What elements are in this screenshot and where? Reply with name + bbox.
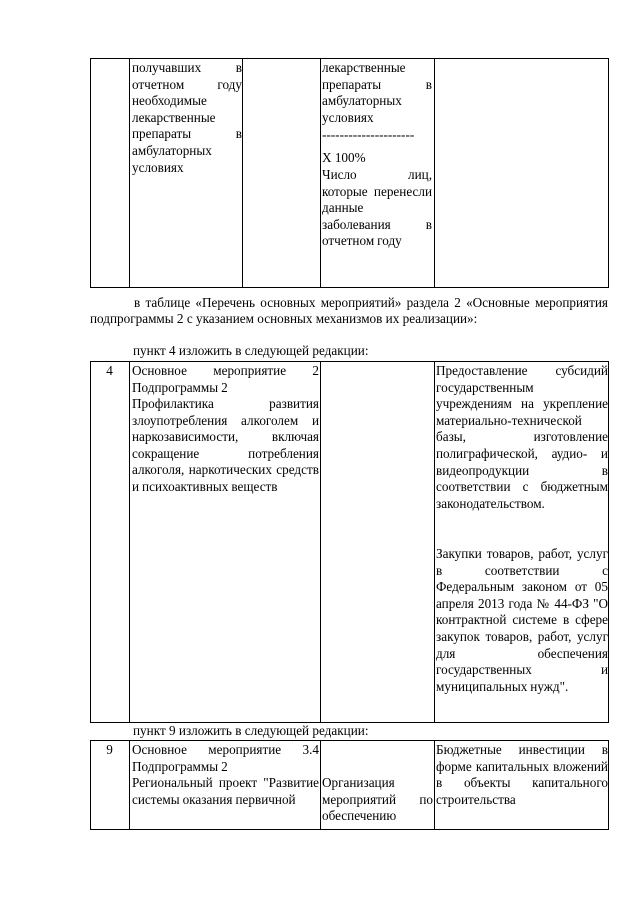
punkt-9-line: пункт 9 изложить в следующей редакции: — [133, 723, 369, 738]
table3-col5-text: Бюджетные инвестиции в форме капитальных вложений в объекты капитального строительства — [436, 742, 608, 807]
table3-col4-text: Организация мероприятий по обеспечению — [322, 775, 433, 824]
table1-col4-bottom: Число лиц, которые перенесли данные заболевания в отчетном году — [322, 167, 432, 249]
table2-row-number: 4 — [106, 363, 113, 378]
intro-paragraph — [90, 295, 608, 328]
table1-col4-top: лекарственные препараты в амбулаторных условиях — [322, 60, 432, 125]
table1-fraction-line: --------------------- — [322, 127, 415, 142]
table2-col2-description: Профилактика развития злоупотребления алкоголем и наркозависимости, включая сокращение потребления алкоголя, наркотических средств и психоактивных веществ — [132, 396, 319, 494]
table3-col2-title: Основное мероприятие 3.4 Подпрограммы 2 — [132, 742, 319, 774]
table2-col2-title: Основное мероприятие 2 Подпрограммы 2 — [132, 363, 319, 395]
table3-col2-project: Региональный проект "Развитие системы оказания первичной — [132, 775, 319, 807]
table1-col4-multiplier: X 100% — [322, 150, 366, 165]
punkt-4-line: пункт 4 изложить в следующей редакции: — [133, 343, 369, 358]
table2-col5-procurement: Закупки товаров, работ, услуг в соответствии с Федеральным законом от 05 апреля 2013 года № 44-ФЗ "О контрактной системе в сфере закупок товаров, работ, услуг для обеспечения государственных и муниципальных нужд". — [436, 546, 608, 694]
table2-col5-subsidies: Предоставление субсидий государственным учреждениям на укрепление материально-технической базы, изготовление полиграфической, аудио- и видеопродукции в соответствии с бюджетным законодательством. — [436, 363, 608, 511]
table1-col2-text: получавших в отчетном году необходимые лекарственные препараты в амбулаторных условиях — [132, 60, 242, 175]
intro-paragraph-text: в таблице «Перечень основных мероприятий» раздела 2 «Основные мероприятия подпрограммы 2 с указанием основных механизмов их реализации»: — [90, 295, 608, 327]
table3-row-number: 9 — [106, 742, 113, 757]
